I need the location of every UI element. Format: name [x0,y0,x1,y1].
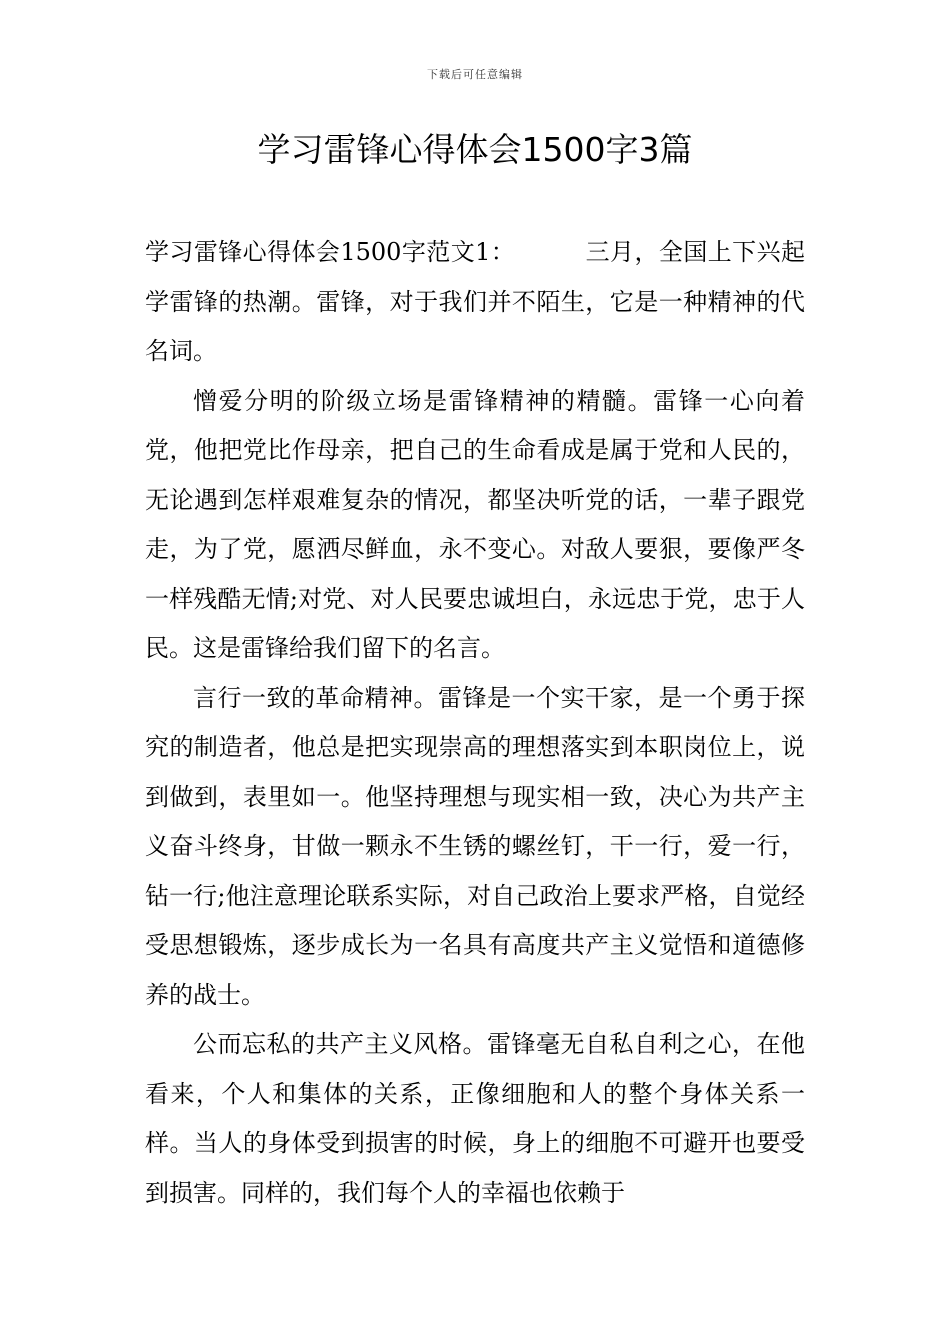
intro-paragraph [145,228,805,377]
header-note: 下载后可任意编辑 [427,68,523,81]
intro-label: 学习雷锋心得体会1500字范文1： [145,238,516,266]
body-paragraph: 憎爱分明的阶级立场是雷锋精神的精髓。雷锋一心向着党，他把党比作母亲，把自己的生命看成是属于党和人民的，无论遇到怎样艰难复杂的情况，都坚决听党的话，一辈子跟党走，为了党，愿洒尽鲜血，永不变心。对敌人要狠，要像严冬一样残酷无情;对党、对人民要忠诚坦白，永远忠于党，忠于人民。这是雷锋给我们留下的名言。 [145,386,805,662]
document-body [145,228,805,1218]
body-paragraph: 言行一致的革命精神。雷锋是一个实干家，是一个勇于探究的制造者，他总是把实现崇高的理想落实到本职岗位上，说到做到，表里如一。他坚持理想与现实相一致，决心为共产主义奋斗终身，甘做一颗永不生锈的螺丝钉，干一行，爱一行，钻一行;他注意理论联系实际，对自己政治上要求严格，自觉经受思想锻炼，逐步成长为一名具有高度共产主义觉悟和道德修养的战士。 [145,683,805,1009]
body-paragraph: 公而忘私的共产主义风格。雷锋毫无自私自利之心，在他看来，个人和集体的关系，正像细胞和人的整个身体关系一样。当人的身体受到损害的时候，身上的细胞不可避开也要受到损害。同样的，我们每个人的幸福也依赖于 [145,1030,805,1207]
intro-text: 三月，全国上下兴起学雷锋的热潮。雷锋，对于我们并不陌生，它是一种精神的代名词。 [145,238,805,365]
document-title: 学习雷锋心得体会1500字3篇 [257,130,693,169]
